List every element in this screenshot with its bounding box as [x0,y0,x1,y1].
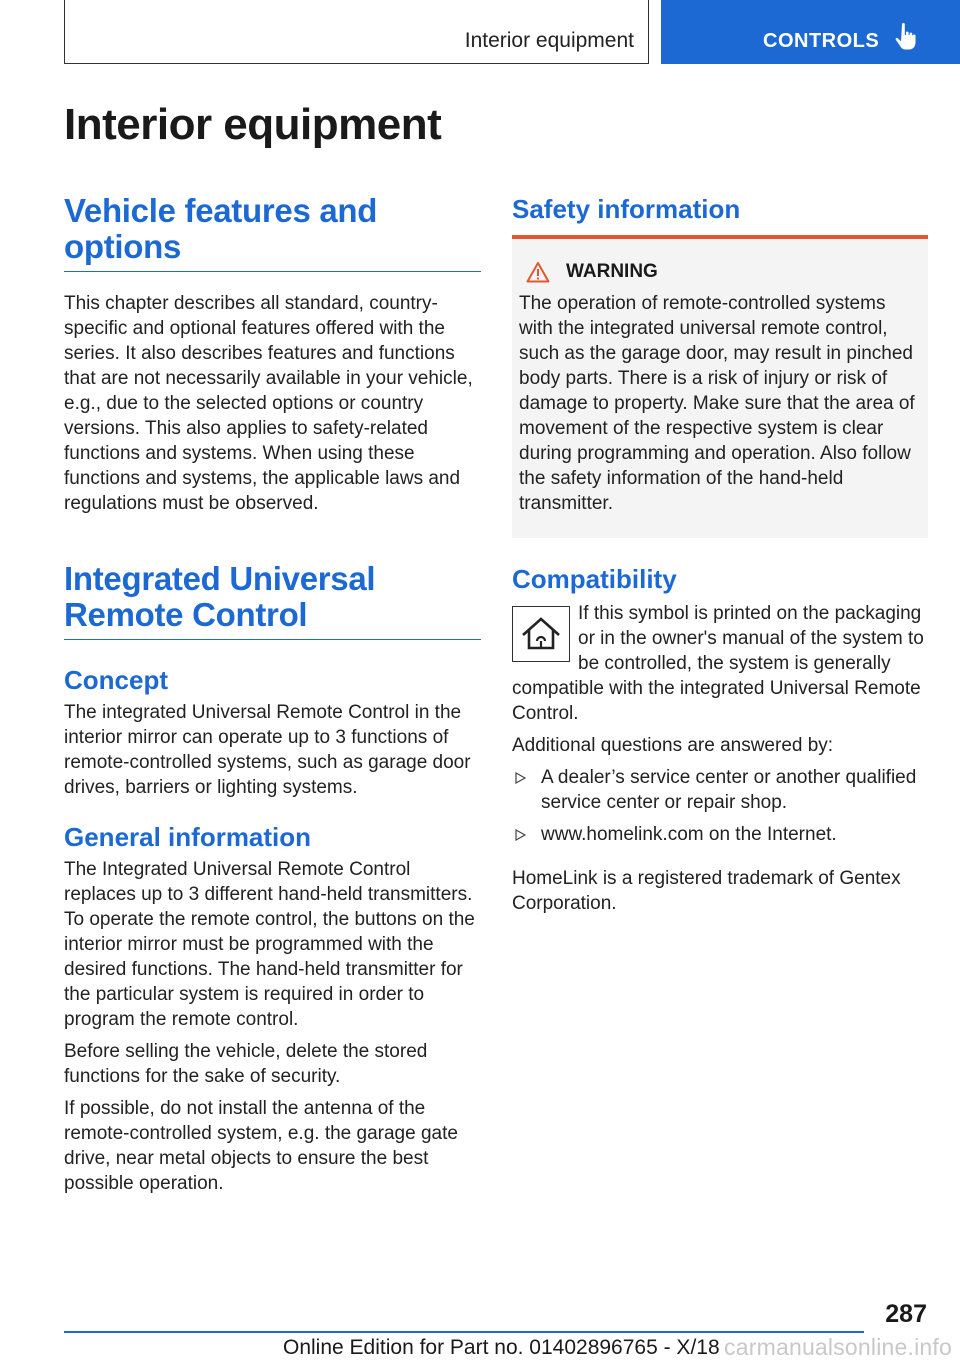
compatibility-heading: Compatibility [512,564,677,594]
heading-line: Vehicle features and [64,192,378,229]
warning-header [519,261,920,283]
header-section-box [64,0,649,64]
triangle-bullet-icon [515,772,526,784]
list-item-text: www.homelink.com on the Internet. [541,824,837,845]
list-item [512,765,928,815]
warning-box [512,235,928,538]
warning-text: The operation of remote-controlled systems with the integrated universal remote control, such as the garage door, may result in pinched body parts. There is a risk of injury or risk of damage to property. Make sure that the area of movement of the respective system is clear during programming and operation. Also follow the safety information of the hand-held transmitter. [519,293,915,514]
general-info-heading: General information [64,822,312,852]
general-info-paragraph: The Integrated Universal Remote Control replaces up to 3 different hand-held transmitters. To operate the remote control, the buttons on the interior mirror must be programmed with the desired functions. The hand-held transmitter for the particular system is required in order to program the remote control. [64,859,475,1030]
list-item [512,822,928,847]
house-antenna-icon [512,606,570,662]
pointing-hand-icon [893,22,921,54]
right-column [512,193,928,916]
page-number: 287 [885,1300,927,1328]
triangle-bullet-icon [515,829,526,841]
header-section-title: Interior equipment [464,29,634,52]
heading-line: options [64,228,182,265]
header-tab-label: CONTROLS [763,30,880,52]
header-controls-tab[interactable] [661,0,960,64]
footer-divider [64,1331,864,1333]
warning-triangle-icon [526,261,550,283]
safety-heading: Safety information [512,194,741,224]
warning-title: WARNING [566,261,658,282]
trademark-paragraph: HomeLink is a registered trademark of Gentex Corporation. [512,868,901,914]
compatibility-section [512,601,928,726]
vehicle-features-paragraph: This chapter describes all standard, country-specific and optional features offered with the series. It also describes features and functions that are not necessarily available in your vehicle, e.g., due to the selected options or country versions. This also applies to safety-related functions and systems. When using these functions and systems, the applicable laws and regulations must be observed. [64,293,473,514]
concept-heading: Concept [64,665,168,695]
heading-line: Integrated Universal [64,560,376,597]
iurc-heading [64,561,481,640]
concept-paragraph: The integrated Universal Remote Control in the interior mirror can operate up to 3 functions of remote-controlled systems, such as garage door drives, barriers or lighting systems. [64,702,471,798]
footer-edition: Online Edition for Part no. 01402896765 - X/18 [283,1336,720,1359]
page-title: Interior equipment [64,100,442,149]
questions-intro: Additional questions are answered by: [512,735,834,756]
general-info-paragraph: Before selling the vehicle, delete the stored functions for the sake of security. [64,1041,428,1087]
left-column [64,193,481,1196]
general-info-paragraph: If possible, do not install the antenna of the remote-controlled system, e.g. the garage gate drive, near metal objects to ensure the best possible operation. [64,1098,458,1194]
heading-line: Remote Control [64,596,308,633]
watermark: carmanualsonline.info [724,1334,952,1360]
house-symbol-graphic [519,614,563,654]
list-item-text: A dealer’s service center or another qualified service center or repair shop. [541,767,917,813]
compatibility-paragraph: If this symbol is printed on the packaging or in the owner's manual of the system to be controlled, the system is generally compatible with the integrated Universal Remote Control. [512,603,924,724]
vehicle-features-heading [64,193,481,272]
support-list [512,765,928,847]
